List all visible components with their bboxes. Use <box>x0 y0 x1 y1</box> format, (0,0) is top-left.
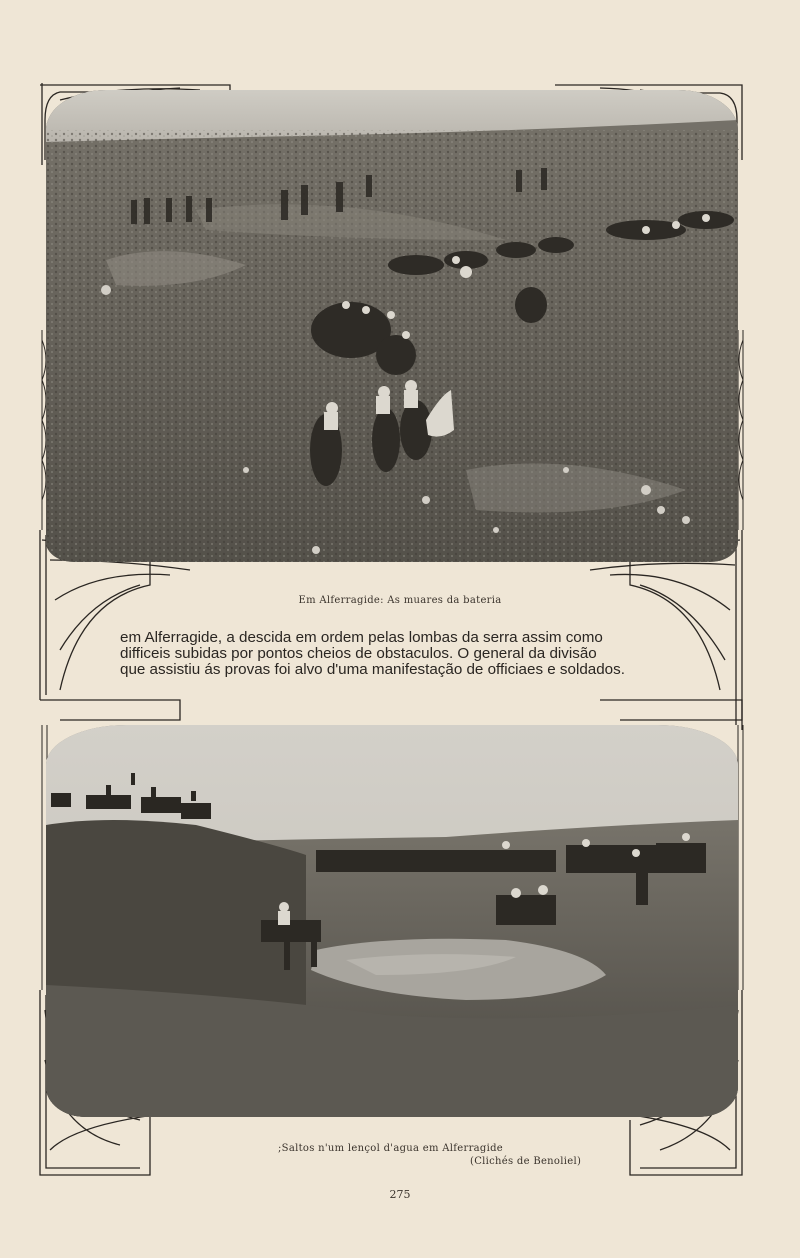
page-number: 275 <box>389 1188 411 1201</box>
photo-bottom-water-jumps <box>46 725 738 1117</box>
caption-top: Em Alferragide: As muares da bateria <box>298 595 502 606</box>
photo-credit: (Clichés de Benoliel) <box>470 1156 582 1167</box>
body-line-1: em Alferragide, a descida em ordem pelas lombas da serra assim como <box>120 629 603 646</box>
body-line-2: difficeis subidas por pontos cheios de obstaculos. O general da divisão <box>120 645 597 662</box>
body-line-3: que assistiu ás provas foi alvo d'uma manifestação de officiaes e soldados. <box>120 661 625 678</box>
body-paragraph <box>120 630 660 678</box>
caption-bottom: ;Saltos n'um lençol d'agua em Alferragide <box>278 1143 504 1154</box>
photo-top-mules-descending <box>46 90 738 562</box>
side-rail-right <box>738 330 743 530</box>
